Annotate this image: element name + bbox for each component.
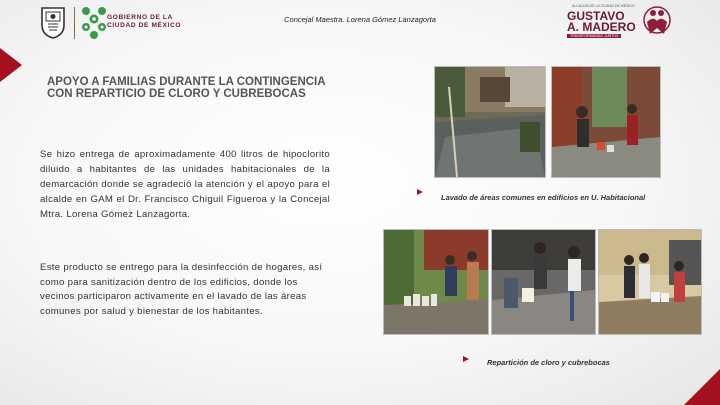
caption-bullet-icon (463, 356, 469, 362)
photo-street-washing (434, 66, 546, 178)
gam-logo-name-line-1: GUSTAVO (567, 9, 625, 23)
caption-bottom: Repartición de cloro y cubrebocas (487, 358, 610, 367)
photo-residents-street (491, 229, 596, 335)
gam-logo-tagline: TRANSFORMANDO JUNTOS (567, 34, 621, 38)
corner-accent-triangle (684, 369, 720, 405)
photo-chlorine-containers (383, 229, 489, 335)
photo-distribution-queue (598, 229, 702, 335)
caption-bullet-icon (417, 189, 423, 195)
gov-logo-line-1: GOBIERNO DE LA (107, 14, 173, 21)
caption-top: Lavado de áreas comunes en edificios en U. Habitacional (441, 193, 646, 202)
photo-neighbors-cleaning (551, 66, 661, 178)
coat-of-arms-icon (40, 5, 66, 39)
paragraph-delivery: Se hizo entrega de aproximadamente 400 litros de hipoclorito diluido a habitantes de las unidades habitacionales de la demarcación donde se agradeció la atención y el apoyo para el alcalde en GAM el Dr. Francisco Chiguil Figueroa y la Concejal Mtra. Lorena Gómez Lanzagorta. (40, 149, 330, 220)
paragraph-purpose: Este producto se entrego para la desinfección de hogares, así como para sanitización dentro de los edificios, donde los vecinos participaron activamente en el lavado de las áreas comunes por salud y bienestar de los habitantes. (40, 262, 323, 317)
gov-logo-line-2: CIUDAD DE MÉXICO (107, 22, 182, 29)
main-title: APOYO A FAMILIAS DURANTE LA CONTINGENCIA CON REPARTICIO DE CLORO Y CUBREBOCAS (47, 76, 326, 100)
cdmx-government-logo (40, 5, 185, 41)
left-accent-triangle (0, 48, 22, 82)
logo-divider (74, 7, 75, 39)
gov-logo-text (107, 14, 181, 30)
cdmx-glyph-icon (80, 5, 108, 41)
gam-logo-name-line-2: A. MADERO (567, 20, 636, 34)
gam-logo (562, 4, 672, 44)
people-figure-icon (642, 4, 672, 44)
header-title: Concejal Maestra. Lorena Gómez Lanzagorta (284, 15, 436, 24)
gam-logo-small-text: ALCALDÍA DE LA CIUDAD DE MÉXICO (572, 4, 635, 8)
